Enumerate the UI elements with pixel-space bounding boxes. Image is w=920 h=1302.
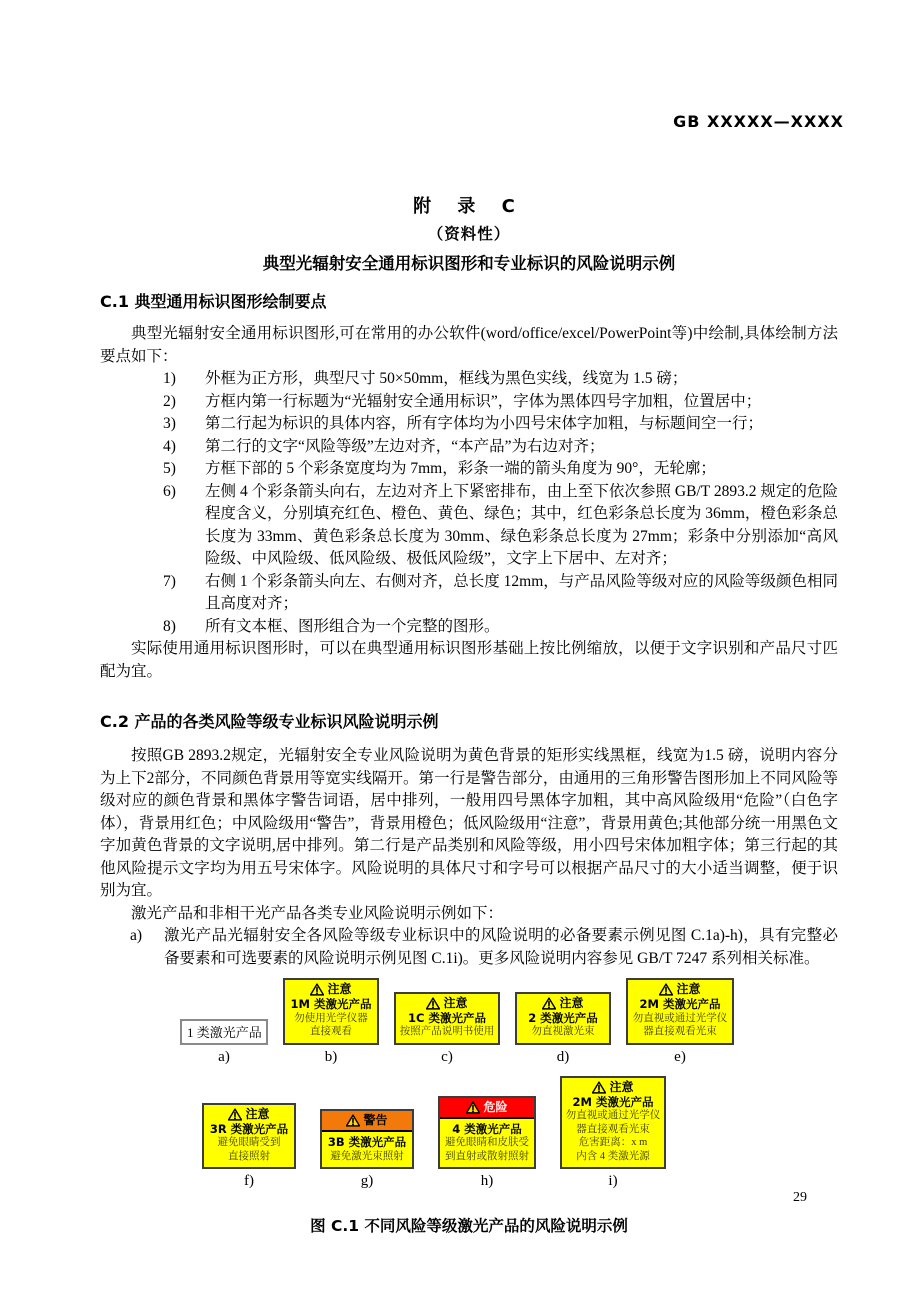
c2-paragraph-1: 按照GB 2893.2规定，光辐射安全专业风险说明为黄色背景的矩形实线黑框，线宽为1.5 磅，说明内容分为上下2部分，不同颜色背景用等宽实线隔开。第一行是警告部分，由通用的三角形警告图形加上不同风险等级对应的颜色背景和黑体字警告词语，居中排列，一般用四号黑体字加粗，其中高风险级用“危险”（白色字体），背景用红色；中风险级用“警告”，背景用橙色；低风险级用“注意”，背景用黄色;其他部分统一用黑色文字加黄色背景的文字说明,居中排列。第二行是产品类别和风险等级，用小四号宋体加粗字体；第三行起的其他风险提示文字均为用五号宋体字。风险说明的具体尺寸和字号可以根据产品尺寸的大小适当调整，便于识别为宜。 bbox=[100, 747, 838, 899]
label-body bbox=[517, 1011, 609, 1043]
risk-label-box bbox=[438, 1096, 536, 1170]
risk-statement-line: 勿直视或通过光学仪 bbox=[632, 1012, 728, 1024]
risk-statement-line: 器直接观看光束 bbox=[643, 1026, 717, 1037]
subfigure-tag: e) bbox=[674, 1048, 686, 1065]
c1-closing-paragraph: 实际使用通用标识图形时，可以在典型通用标识图形基础上按比例缩放，以便于文字识别和产品尺寸匹配为宜。 bbox=[100, 640, 838, 680]
risk-label-box bbox=[283, 978, 379, 1045]
figure-label-a bbox=[180, 1019, 268, 1066]
figure-label-d bbox=[515, 992, 611, 1066]
list-item-marker: 4) bbox=[163, 437, 176, 455]
risk-label-box bbox=[515, 992, 611, 1045]
c2-paragraph-2: 激光产品和非相干光产品各类专业风险说明示例如下： bbox=[131, 904, 504, 922]
figure-label-h bbox=[438, 1096, 536, 1191]
risk-label-box bbox=[394, 992, 500, 1045]
c1-list-item bbox=[100, 458, 838, 481]
signal-word-header bbox=[440, 1098, 534, 1119]
label-body bbox=[396, 1011, 498, 1043]
product-class-text: 2 类激光产品 bbox=[528, 1010, 598, 1025]
signal-word-header bbox=[396, 994, 498, 1011]
figure-row-1 bbox=[180, 978, 838, 1066]
page-number: 29 bbox=[793, 1190, 807, 1205]
appendix-title-block bbox=[100, 192, 838, 274]
class1-label-box bbox=[180, 1019, 268, 1045]
risk-statement-line: 勿直视激光束 bbox=[531, 1026, 595, 1037]
appendix-subject: 典型光辐射安全通用标识图形和专业标识的风险说明示例 bbox=[262, 254, 676, 273]
signal-word-header bbox=[204, 1105, 294, 1122]
document-body bbox=[100, 0, 838, 1236]
warning-triangle-icon bbox=[659, 983, 673, 996]
subfigure-tag: a) bbox=[218, 1048, 230, 1065]
figure-label-c bbox=[394, 992, 500, 1066]
product-class-text: 1M 类激光产品 bbox=[290, 997, 372, 1011]
signal-word-header bbox=[628, 980, 732, 997]
subfigure-tag: h) bbox=[480, 1173, 494, 1189]
list-item-text: 外框为正方形，典型尺寸 50×50mm，框线为黑色实线，线宽为 1.5 磅； bbox=[205, 370, 688, 387]
standard-number: GB XXXXX—XXXX bbox=[673, 112, 844, 131]
label-body bbox=[440, 1119, 534, 1168]
list-item-marker: 7) bbox=[163, 572, 176, 590]
risk-statement-line: 避免眼睛和皮肤受 bbox=[445, 1137, 529, 1148]
warning-triangle-icon bbox=[592, 1081, 606, 1094]
list-item-marker: 2) bbox=[163, 392, 176, 410]
figure-caption: 图 C.1 不同风险等级激光产品的风险说明示例 bbox=[310, 1217, 628, 1235]
c2-item-a bbox=[100, 925, 838, 970]
risk-statement-line: 避免激光束照射 bbox=[330, 1150, 404, 1162]
figure-label-b bbox=[283, 978, 379, 1066]
appendix-title: 附 录 C bbox=[413, 196, 525, 217]
risk-statement-line: 直接照射 bbox=[228, 1150, 270, 1162]
c1-list-item bbox=[100, 571, 838, 616]
product-class-text: 3R 类激光产品 bbox=[209, 1121, 289, 1136]
figure-row-2 bbox=[202, 1076, 838, 1191]
list-item-text: 左侧 4 个彩条箭头向右，左边对齐上下紧密排布，由上至下依次参照 GB/T 2893.2 规定的危险程度含义，分别填充红色、橙色、黄色、绿色；其中，红色彩条总长度为 36mm，橙色彩条总长度为 33mm、黄色彩条总长度为 30mm、绿色彩条总长度为 27mm；彩条中分别添加“高风险级、中风险级、低风险级、极低风险级”，文字上下居中、左对齐； bbox=[205, 482, 838, 567]
signal-word: 注意 bbox=[609, 1079, 634, 1094]
risk-statement-line: 危害距离：x m bbox=[578, 1137, 648, 1148]
figure-label-i bbox=[560, 1076, 666, 1191]
risk-statement-line: 到直射或散射照射 bbox=[445, 1150, 529, 1162]
label-body bbox=[204, 1122, 294, 1168]
warning-triangle-icon bbox=[310, 983, 324, 996]
subfigure-tag: d) bbox=[556, 1048, 570, 1065]
list-item-marker: 8) bbox=[163, 617, 176, 635]
signal-word-header bbox=[322, 1111, 412, 1132]
list-item-text: 第二行起为标识的具体内容，所有字体均为小四号宋体字加粗，与标题间空一行； bbox=[205, 415, 764, 432]
signal-word-header bbox=[517, 994, 609, 1011]
list-item-text: 方框内第一行标题为“光辐射安全通用标识”，字体为黑体四号字加粗，位置居中； bbox=[205, 392, 762, 410]
product-class-text: 4 类激光产品 bbox=[452, 1121, 522, 1136]
appendix-kind: （资料性） bbox=[427, 225, 511, 243]
list-item-marker: 3) bbox=[163, 415, 176, 432]
signal-word: 注意 bbox=[443, 995, 468, 1010]
label-body bbox=[285, 997, 377, 1043]
risk-label-box bbox=[320, 1109, 414, 1169]
warning-triangle-icon bbox=[426, 997, 440, 1010]
signal-word: 注意 bbox=[559, 995, 584, 1010]
risk-label-box bbox=[560, 1076, 666, 1170]
risk-statement-line: 直接观看 bbox=[310, 1026, 352, 1037]
risk-label-box bbox=[626, 978, 734, 1045]
product-class-text: 2M 类激光产品 bbox=[572, 1094, 654, 1109]
risk-statement-line: 器直接观看光束 bbox=[576, 1123, 650, 1135]
list-item-marker: 1) bbox=[163, 370, 176, 387]
figure-c1 bbox=[100, 978, 838, 1236]
figure-label-e bbox=[626, 978, 734, 1066]
c1-intro-paragraph: 典型光辐射安全通用标识图形,可在常用的办公软件(word/office/excel/PowerPoint等)中绘制,具体绘制方法要点如下： bbox=[100, 325, 838, 365]
subfigure-tag: f) bbox=[244, 1173, 254, 1189]
c1-list-item bbox=[100, 481, 838, 571]
signal-word-header bbox=[285, 980, 377, 997]
warning-triangle-icon bbox=[228, 1108, 242, 1121]
subfigure-tag: i) bbox=[608, 1173, 618, 1189]
risk-statement-line: 勿直视或通过光学仪 bbox=[565, 1110, 661, 1121]
c1-list-item bbox=[100, 436, 838, 459]
c1-list-item bbox=[100, 413, 838, 436]
list-item-text: 方框下部的 5 个彩条宽度均为 7mm，彩条一端的箭头角度为 90°，无轮廓； bbox=[205, 460, 716, 477]
subfigure-tag: b) bbox=[324, 1048, 338, 1065]
figure-label-g bbox=[320, 1109, 414, 1190]
c1-list-item bbox=[100, 391, 838, 414]
signal-word: 危险 bbox=[483, 1099, 508, 1114]
c2-item-a-marker: a) bbox=[130, 927, 143, 944]
signal-word: 注意 bbox=[245, 1106, 270, 1121]
warning-triangle-icon bbox=[466, 1101, 480, 1114]
label-text: 1 类激光产品 bbox=[187, 1024, 262, 1040]
risk-statement-line: 按照产品说明书使用 bbox=[399, 1026, 495, 1037]
c1-numbered-list bbox=[100, 368, 838, 638]
subfigure-tag: c) bbox=[441, 1048, 453, 1065]
label-body bbox=[562, 1095, 664, 1168]
risk-statement-line: 避免眼睛受到 bbox=[217, 1137, 281, 1148]
signal-word: 警告 bbox=[363, 1113, 388, 1127]
warning-triangle-icon bbox=[542, 997, 556, 1010]
signal-word: 注意 bbox=[327, 982, 352, 996]
product-class-text: 1C 类激光产品 bbox=[408, 1010, 486, 1025]
signal-word: 注意 bbox=[676, 982, 701, 996]
figure-label-f bbox=[202, 1103, 296, 1191]
list-item-text: 所有文本框、图形组合为一个完整的图形。 bbox=[205, 617, 500, 635]
subfigure-tag: g) bbox=[360, 1173, 374, 1189]
warning-triangle-icon bbox=[346, 1114, 360, 1127]
risk-statement-line: 内含 4 类激光源 bbox=[576, 1150, 650, 1162]
list-item-text: 右侧 1 个彩条箭头向左、右侧对齐，总长度 12mm，与产品风险等级对应的风险等级颜色相同且高度对齐； bbox=[205, 572, 838, 612]
signal-word-header bbox=[562, 1078, 664, 1095]
risk-statement-line: 勿使用光学仪器 bbox=[294, 1012, 368, 1024]
product-class-text: 3B 类激光产品 bbox=[327, 1135, 407, 1149]
product-class-text: 2M 类激光产品 bbox=[639, 997, 721, 1011]
c1-list-item bbox=[100, 616, 838, 639]
c2-item-a-text: 激光产品光辐射安全各风险等级专业标识中的风险说明的必备要素示例见图 C.1a)-h)，具有完整必备要素和可选要素的风险说明示例见图 C.1i)。更多风险说明内容参见 GB/T 7247 系列相关标准。 bbox=[164, 927, 838, 967]
section-c1-heading: C.1 典型通用标识图形绘制要点 bbox=[100, 292, 327, 311]
c1-list-item bbox=[100, 368, 838, 391]
risk-label-box bbox=[202, 1103, 296, 1170]
section-c2-heading: C.2 产品的各类风险等级专业标识风险说明示例 bbox=[100, 712, 439, 731]
label-body bbox=[628, 997, 732, 1043]
list-item-text: 第二行的文字“风险等级”左边对齐，“本产品”为右边对齐； bbox=[205, 437, 605, 455]
label-body bbox=[322, 1132, 412, 1167]
list-item-marker: 6) bbox=[163, 482, 176, 500]
list-item-marker: 5) bbox=[163, 460, 176, 477]
